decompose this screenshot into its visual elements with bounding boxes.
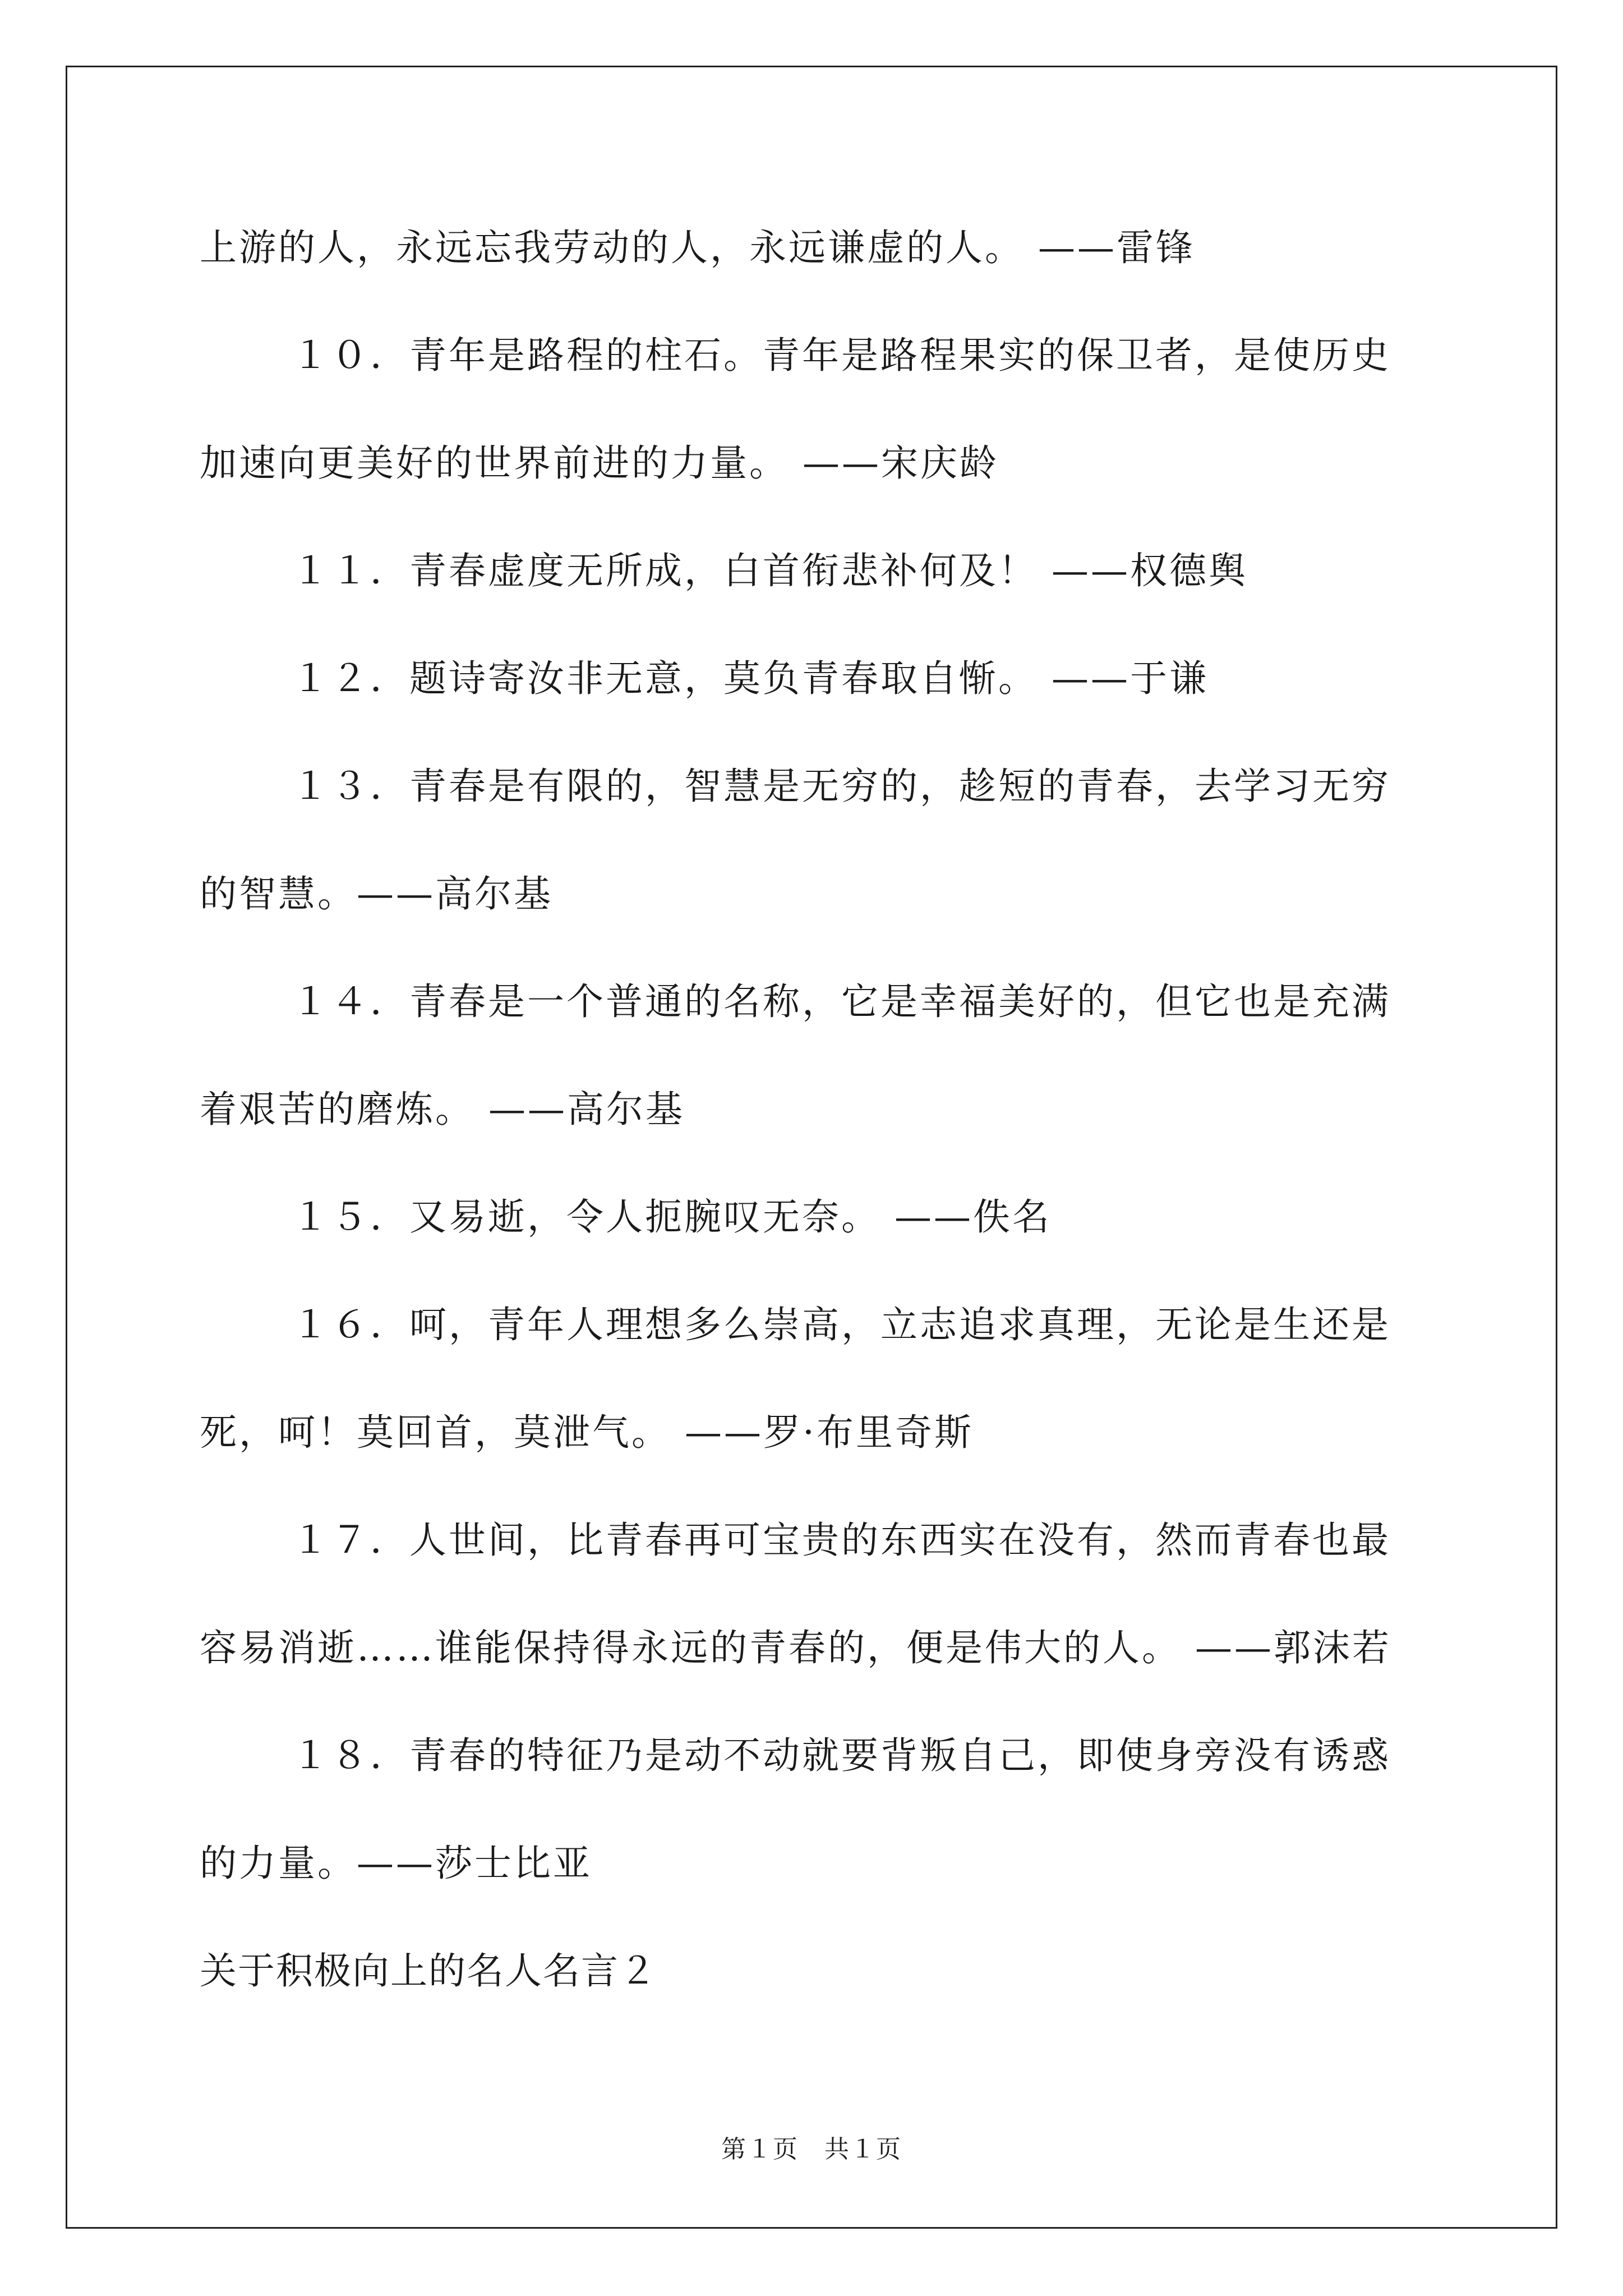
text-line: １１．青春虚度无所成，白首衔悲补何及！ ——权德舆 [292, 549, 1248, 592]
text-line: １６．呵，青年人理想多么崇高，立志追求真理，无论是生还是 [292, 1303, 1391, 1346]
page-number-footer: 第１页 共１页 [721, 2135, 902, 2164]
text-line: １８．青春的特征乃是动不动就要背叛自己，即使身旁没有诱惑 [292, 1734, 1391, 1777]
document-body [200, 209, 1428, 2040]
text-line: 死，呵！莫回首，莫泄气。 ——罗·布里奇斯 [200, 1411, 974, 1454]
section-heading: 关于积极向上的名人名言２ [200, 1949, 657, 1993]
text-line: １０．青年是路程的柱石。青年是路程果实的保卫者，是使历史 [292, 334, 1391, 377]
text-line: 的力量。——莎士比亚 [200, 1842, 592, 1885]
text-line: １２．题诗寄汝非无意，莫负青春取自惭。 ——于谦 [292, 657, 1209, 700]
text-line: 着艰苦的磨炼。 ——高尔基 [200, 1088, 685, 1131]
text-line: １３．青春是有限的，智慧是无穷的，趁短的青春，去学习无穷 [292, 765, 1391, 808]
text-line: 上游的人，永远忘我劳动的人，永远谦虚的人。 ——雷锋 [200, 226, 1195, 269]
text-line: 的智慧。——高尔基 [200, 872, 553, 915]
text-line: １４．青春是一个普通的名称，它是幸福美好的，但它也是充满 [292, 980, 1391, 1023]
text-line: １５．又易逝，令人扼腕叹无奈。 ——佚名 [292, 1195, 1052, 1239]
text-line: 容易消逝……谁能保持得永远的青春的，便是伟大的人。 ——郭沫若 [200, 1626, 1391, 1669]
text-line: １７．人世间，比青春再可宝贵的东西实在没有，然而青春也最 [292, 1519, 1391, 1562]
text-line: 加速向更美好的世界前进的力量。 ——宋庆龄 [200, 441, 999, 485]
